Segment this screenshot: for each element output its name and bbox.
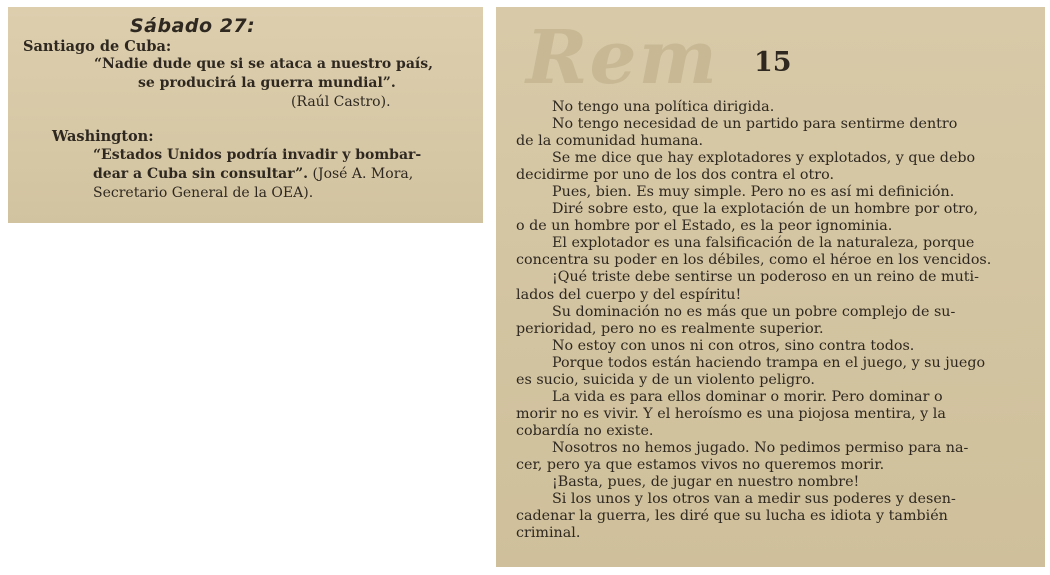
- article-line: criminal.: [516, 525, 581, 542]
- quote-attribution: (José A. Mora,: [308, 166, 414, 182]
- article-line: No estoy con unos ni con otros, sino contra todos.: [552, 337, 915, 354]
- place-washington: Washington:: [52, 128, 154, 145]
- article-line: concentra su poder en los débiles, como el héroe en los vencidos.: [516, 252, 992, 269]
- article-line: cadenar la guerra, les diré que su lucha es idiota y también: [516, 508, 948, 525]
- page-number: 15: [754, 47, 792, 78]
- newspaper-clipping-quotes: [8, 7, 483, 223]
- newspaper-page-15: [496, 7, 1045, 567]
- place-santiago: Santiago de Cuba:: [23, 38, 172, 55]
- article-line: Porque todos están haciendo trampa en el juego, y su juego: [552, 354, 986, 371]
- quote-attribution: (Raúl Castro).: [291, 94, 391, 110]
- quote-line: “Nadie dude que si se ataca a nuestro país,: [94, 56, 433, 72]
- quote-line: “Estados Unidos podría invadir y bombar-: [93, 147, 422, 163]
- date-heading: Sábado 27:: [130, 15, 256, 37]
- article-body: [516, 99, 1036, 542]
- article-line: La vida es para ellos dominar o morir. Pero dominar o: [552, 388, 943, 405]
- article-line: cobardía no existe.: [516, 422, 654, 439]
- quote-line: se producirá la guerra mundial”.: [138, 75, 396, 91]
- quote-attribution: Secretario General de la OEA).: [93, 185, 314, 201]
- article-line: El explotador es una falsificación de la naturaleza, porque: [552, 235, 975, 252]
- article-line: No tengo una política dirigida.: [552, 99, 775, 115]
- article-line: Nosotros no hemos jugado. No pedimos permiso para na-: [552, 439, 969, 456]
- article-line: es sucio, suicida y de un violento peligro.: [516, 371, 815, 388]
- article-line: Se me dice que hay explotadores y explotados, y que debo: [552, 150, 976, 167]
- article-line: o de un hombre por el Estado, es la peor ignominia.: [516, 218, 893, 235]
- article-line: Diré sobre esto, que la explotación de un hombre por otro,: [552, 201, 979, 218]
- article-line: perioridad, pero no es realmente superior.: [516, 320, 824, 337]
- article-line: ¡Qué triste debe sentirse un poderoso en un reino de muti-: [552, 269, 979, 286]
- article-line: ¡Basta, pues, de jugar en nuestro nombre!: [552, 474, 860, 491]
- article-line: lados del cuerpo y del espíritu!: [516, 286, 742, 303]
- article-line: cer, pero ya que estamos vivos no queremos morir.: [516, 456, 885, 473]
- article-line: Si los unos y los otros van a medir sus poderes y desen-: [552, 491, 956, 508]
- article-line: decidirme por uno de los dos contra el otro.: [516, 167, 835, 184]
- article-line: de la comunidad humana.: [516, 133, 704, 150]
- article-line: Pues, bien. Es muy simple. Pero no es así mi definición.: [552, 184, 955, 201]
- article-line: Su dominación no es más que un pobre complejo de su-: [552, 303, 956, 320]
- article-line: morir no es vivir. Y el heroísmo es una piojosa mentira, y la: [516, 405, 946, 422]
- quote-text: dear a Cuba sin consultar”.: [93, 166, 309, 182]
- article-line: No tengo necesidad de un partido para sentirme dentro: [552, 116, 958, 133]
- faded-watermark-lettering: Rem: [526, 15, 719, 101]
- quote-line-mixed: [93, 166, 413, 183]
